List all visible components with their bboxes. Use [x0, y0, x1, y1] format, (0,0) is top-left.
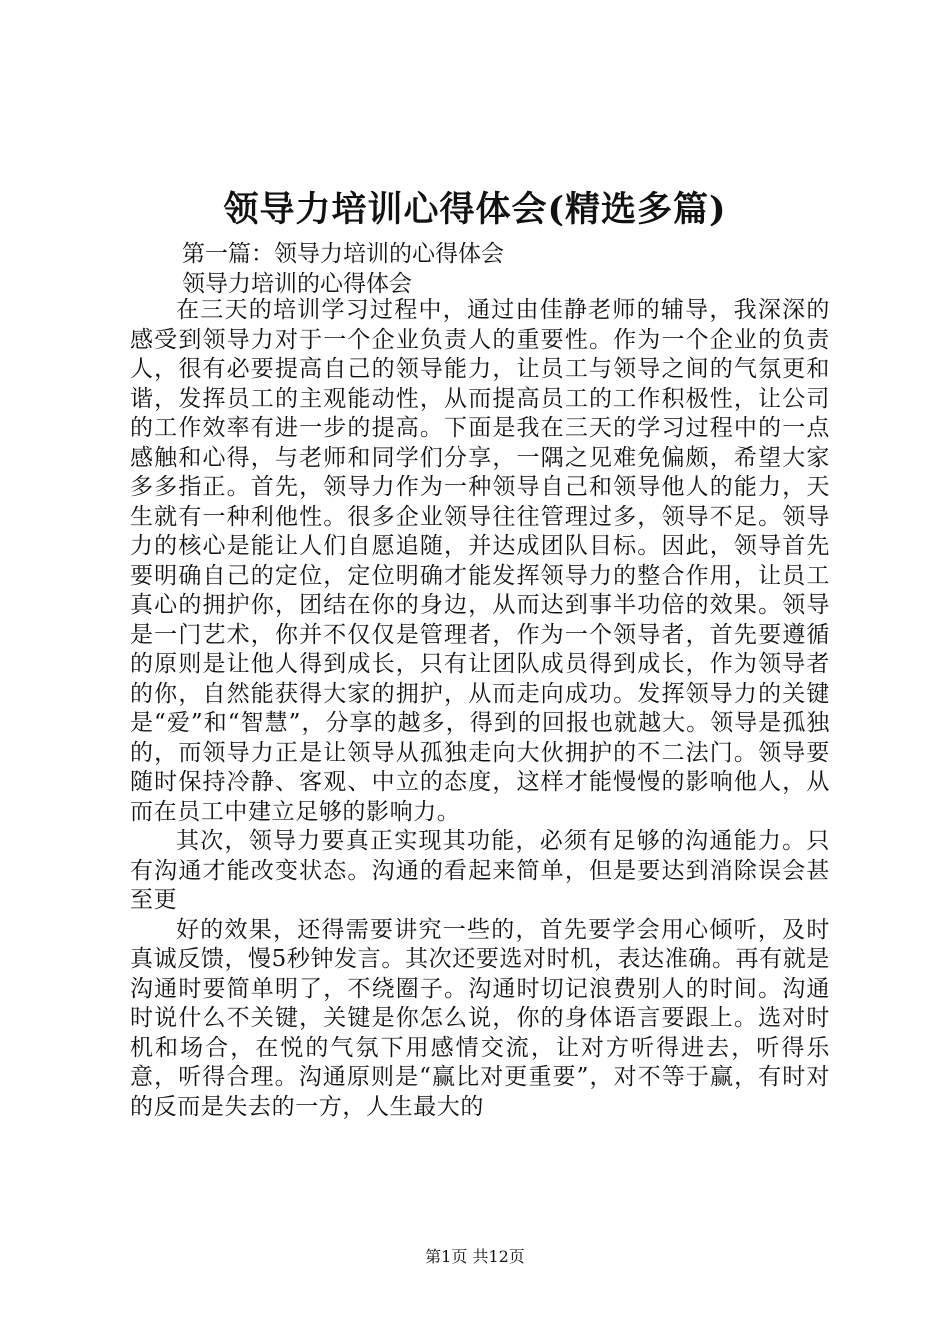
paragraph: 其次，领导力要真正实现其功能，必须有足够的沟通能力。只有沟通才能改变状态。沟通的看起来简单，但是要达到消除误会甚至更 [130, 828, 830, 913]
paragraph: 好的效果，还得需要讲究一些的，首先要学会用心倾听，及时真诚反馈，慢5秒钟发言。其次还要选对时机，表达准确。再有就是沟通时要简单明了，不绕圈子。沟通时切记浪费别人的时间。沟通时说什么不关键，关键是你怎么说，你的身体语言要跟上。选对时机和场合，在悦的气氛下用感情交流，让对方听得进去，听得乐意，听得合理。沟通原则是“赢比对更重要”，对不等于赢，有时对的反而是失去的一方，人生最大的 [130, 916, 830, 1120]
body-text [130, 296, 830, 1122]
subheading: 领导力培训的心得体会 [182, 271, 412, 297]
paragraph: 在三天的培训学习过程中，通过由佳静老师的辅导，我深深的感受到领导力对于一个企业负责人的重要性。作为一个企业的负责人，很有必要提高自己的领导能力，让员工与领导之间的气氛更和谐，发挥员工的主观能动性，从而提高员工的工作积极性，让公司的工作效率有进一步的提高。下面是我在三天的学习过程中的一点感触和心得，与老师和同学们分享，一隅之见难免偏颇，希望大家多多指正。首先，领导力作为一种领导自己和领导他人的能力，天生就有一种利他性。很多企业领导往往管理过多，领导不足。领导力的核心是能让人们自愿追随，并达成团队目标。因此，领导首先要明确自己的定位，定位明确才能发挥领导力的整合作用，让员工真心的拥护你，团结在你的身边，从而达到事半功倍的效果。领导是一门艺术，你并不仅仅是管理者，作为一个领导者，首先要遵循的原则是让他人得到成长，只有让团队成员得到成长，作为领导者的你，自然能获得大家的拥护，从而走向成功。发挥领导力的关键是“爱”和“智慧”，分享的越多，得到的回报也就越大。领导是孤独的，而领导力正是让领导从孤独走向大伙拥护的不二法门。领导要随时保持冷静、客观、中立的态度，这样才能慢慢的影响他人，从而在员工中建立足够的影响力。 [130, 297, 830, 825]
page-number-footer: 第1页 共12页 [425, 1247, 525, 1266]
section-heading: 第一篇：领导力培训的心得体会 [182, 241, 504, 267]
document-title: 领导力培训心得体会(精选多篇) [223, 189, 727, 230]
